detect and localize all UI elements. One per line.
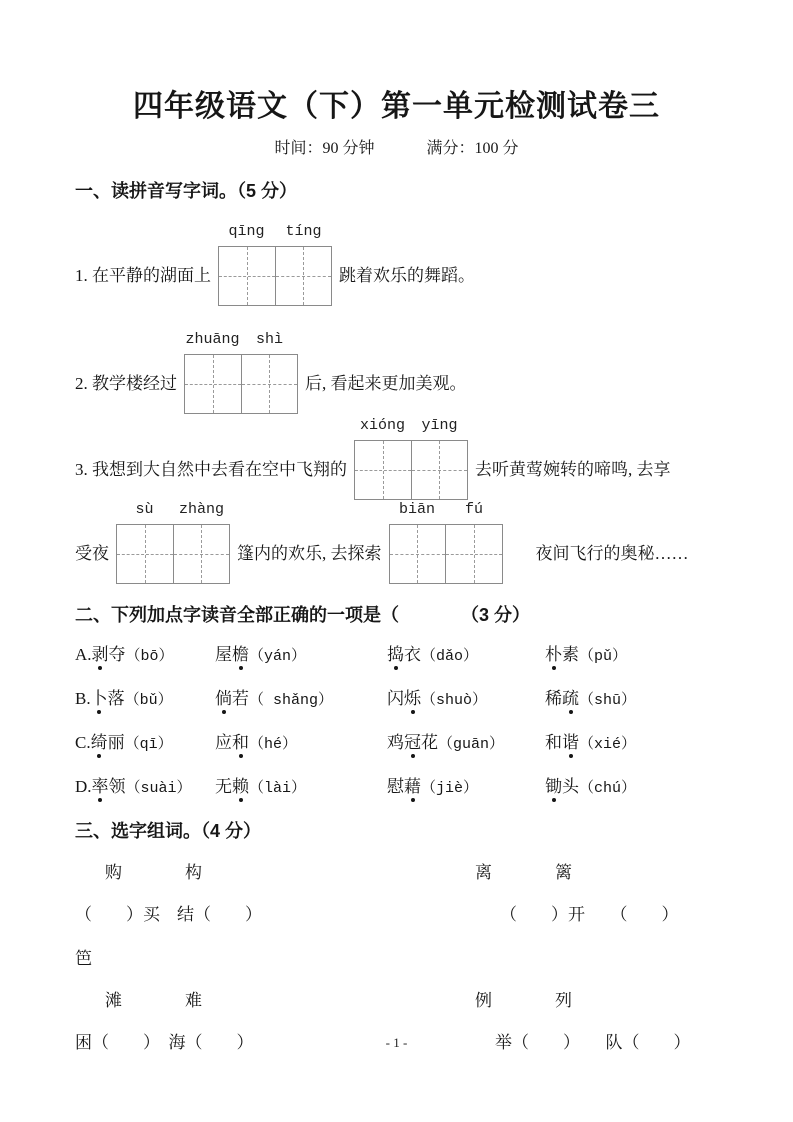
q3-text-post: 去听黄莺婉转的啼鸣, 去享	[475, 460, 671, 479]
pinyin-annotation: （yán）	[249, 648, 307, 665]
pronunciation-word	[75, 688, 215, 712]
choice-chars-row-1	[75, 862, 793, 884]
emphasized-char: 锄	[545, 777, 562, 796]
option-row	[75, 644, 793, 668]
pronunciation-word	[75, 732, 215, 756]
emphasized-char: 檐	[232, 645, 249, 664]
section1-heading: 一、读拼音写字词。（5 分）	[75, 181, 298, 201]
character-grid	[389, 524, 503, 584]
q2-text-post: 后, 看起来更加美观。	[305, 374, 467, 393]
wrapped-char: 笆	[75, 949, 92, 968]
q3b-pinyin-1	[116, 501, 230, 519]
emphasized-char: 绮	[90, 733, 108, 752]
pinyin-annotation: （dǎo）	[421, 648, 479, 665]
pinyin-annotation: （lài）	[249, 780, 307, 797]
pronunciation-word	[215, 732, 387, 756]
choice-char: 滩	[105, 991, 122, 1010]
pinyin-syllable: shì	[255, 331, 283, 348]
word-part: 屋	[215, 645, 232, 664]
pinyin-annotation: （shū）	[579, 692, 637, 709]
pronunciation-word	[545, 776, 793, 800]
choice-chars-row-2	[75, 990, 793, 1012]
q3-text-mid: 篷内的欢乐, 去探索	[237, 544, 382, 563]
q3-text-cont: 受夜	[75, 544, 109, 563]
pronunciation-word	[75, 776, 215, 800]
pinyin-annotation: （jiè）	[421, 780, 479, 797]
grid-cell	[275, 247, 332, 305]
q3-pinyin	[354, 417, 468, 435]
character-grid	[218, 246, 332, 306]
pinyin-annotation: （chú）	[579, 780, 637, 797]
emphasized-char: 和	[232, 733, 249, 752]
word-blanks: 困（ ） 海（ ）	[75, 1033, 254, 1052]
option-label: A.	[75, 645, 92, 664]
character-grid	[116, 524, 230, 584]
grid-cell	[173, 525, 230, 583]
q3b-writing-box-unit-2	[389, 501, 503, 584]
pronunciation-word	[545, 688, 793, 712]
pronunciation-word	[387, 688, 545, 712]
emphasized-char: 剥	[91, 645, 109, 664]
choice-char: 离	[475, 863, 492, 882]
grid-cell	[445, 525, 502, 583]
q2-text-pre: 2. 教学楼经过	[75, 374, 177, 393]
pinyin-syllable: zhuāng	[185, 331, 240, 348]
q1-text-post: 跳着欢乐的舞蹈。	[339, 266, 475, 285]
word-blanks: （ ）开 （ ）	[500, 905, 679, 924]
full-score: 满分：100 分	[426, 140, 519, 157]
word-part: 夺	[108, 645, 126, 664]
section2-heading-text: 二、下列加点字读音全部正确的一项是（	[75, 605, 399, 625]
grid-cell	[219, 247, 275, 305]
word-part: 慰	[387, 777, 404, 796]
word-part: 稀	[545, 689, 562, 708]
pinyin-annotation: （bǔ）	[124, 692, 173, 709]
emphasized-char: 率	[91, 777, 109, 796]
pinyin-annotation: （hé）	[249, 736, 298, 753]
time-limit: 时间：90 分钟	[274, 140, 375, 157]
pinyin-syllable: yīng	[421, 417, 458, 434]
pinyin-syllable: biān	[398, 501, 435, 518]
q3-writing-box-unit	[354, 417, 468, 500]
option-row	[75, 776, 793, 800]
emphasized-char: 藉	[404, 777, 421, 796]
pinyin-syllable: zhàng	[178, 501, 224, 518]
emphasized-char: 谐	[562, 733, 579, 752]
pinyin-annotation: （xié）	[579, 736, 637, 753]
q3-text-pre: 3. 我想到大自然中去看在空中飞翔的	[75, 460, 347, 479]
q1-pinyin	[218, 223, 332, 241]
pinyin-syllable: tíng	[285, 223, 322, 240]
pinyin-annotation: （pǔ）	[579, 648, 628, 665]
word-part: 落	[107, 689, 125, 708]
choice-char: 列	[555, 991, 572, 1010]
grid-cell	[411, 441, 468, 499]
pinyin-syllable: xióng	[359, 417, 405, 434]
pinyin-annotation: （shuò）	[421, 692, 488, 709]
pronunciation-options	[0, 644, 793, 800]
character-grid	[354, 440, 468, 500]
option-row	[75, 688, 793, 712]
emphasized-char: 捣	[387, 645, 404, 664]
option-label: C.	[75, 733, 91, 752]
pronunciation-word	[387, 644, 545, 668]
q3-text-end: 夜间飞行的奥秘……	[535, 544, 689, 563]
pinyin-annotation: （suài）	[125, 780, 192, 797]
question-3-line2	[75, 501, 793, 584]
grid-cell	[241, 355, 298, 413]
pinyin-annotation: （ shǎng）	[249, 692, 334, 709]
choice-char: 例	[475, 991, 492, 1010]
choice-char: 篱	[555, 863, 572, 882]
word-part: 若	[232, 689, 249, 708]
emphasized-char: 赖	[232, 777, 249, 796]
word-part: 领	[108, 777, 126, 796]
option-row	[75, 732, 793, 756]
grid-cell	[390, 525, 446, 583]
word-blanks: （ ）买 结（ ）	[75, 905, 262, 924]
emphasized-char: 倘	[215, 689, 232, 708]
paper-meta	[0, 138, 793, 160]
grid-cell	[355, 441, 411, 499]
choice-char: 构	[185, 863, 202, 882]
question-1	[75, 223, 793, 306]
word-part: 衣	[404, 645, 421, 664]
word-part: 花	[421, 733, 438, 752]
word-part: 应	[215, 733, 232, 752]
question-3-line1	[75, 417, 793, 500]
grid-cell	[117, 525, 173, 583]
pronunciation-word	[75, 644, 215, 668]
pinyin-syllable: sù	[135, 501, 154, 518]
word-part: 丽	[107, 733, 125, 752]
q1-writing-box-unit	[218, 223, 332, 306]
pinyin-annotation: （qī）	[124, 736, 173, 753]
page-title: 四年级语文（下）第一单元检测试卷三	[133, 90, 660, 123]
word-part: 闪	[387, 689, 404, 708]
pronunciation-word	[215, 776, 387, 800]
page-number: - 1 -	[385, 1035, 408, 1050]
grid-cell	[185, 355, 241, 413]
pronunciation-word	[387, 776, 545, 800]
word-blanks: 举（ ） 队（ ）	[495, 1033, 691, 1052]
word-part: 和	[545, 733, 562, 752]
q2-pinyin	[184, 331, 298, 349]
pronunciation-word	[545, 644, 793, 668]
question-2	[75, 331, 793, 414]
option-label: D.	[75, 777, 92, 796]
option-label: B.	[75, 689, 91, 708]
emphasized-char: 疏	[562, 689, 579, 708]
section3-heading: 三、选字组词。（4 分）	[75, 821, 262, 841]
pinyin-annotation: （bō）	[125, 648, 174, 665]
choice-char: 购	[105, 863, 122, 882]
pronunciation-word	[215, 688, 387, 712]
word-part: 鸡	[387, 733, 404, 752]
character-grid	[184, 354, 298, 414]
q3b-writing-box-unit-1	[116, 501, 230, 584]
pinyin-syllable: fú	[464, 501, 483, 518]
q3b-pinyin-2	[389, 501, 503, 519]
blank-row-1	[75, 904, 793, 926]
emphasized-char: 卜	[90, 689, 108, 708]
word-part: 头	[562, 777, 579, 796]
emphasized-char: 烁	[404, 689, 421, 708]
word-part: 素	[562, 645, 579, 664]
section2-score: （3 分）	[461, 605, 531, 625]
q1-text-pre: 1. 在平静的湖面上	[75, 266, 211, 285]
pinyin-syllable: qīng	[228, 223, 265, 240]
q2-writing-box-unit	[184, 331, 298, 414]
pinyin-annotation: （guān）	[438, 736, 505, 753]
word-part: 无	[215, 777, 232, 796]
emphasized-char: 朴	[545, 645, 562, 664]
pronunciation-word	[545, 732, 793, 756]
emphasized-char: 冠	[404, 733, 421, 752]
section2-heading	[75, 604, 793, 626]
choice-char: 难	[185, 991, 202, 1010]
pronunciation-word	[387, 732, 545, 756]
pronunciation-word	[215, 644, 387, 668]
